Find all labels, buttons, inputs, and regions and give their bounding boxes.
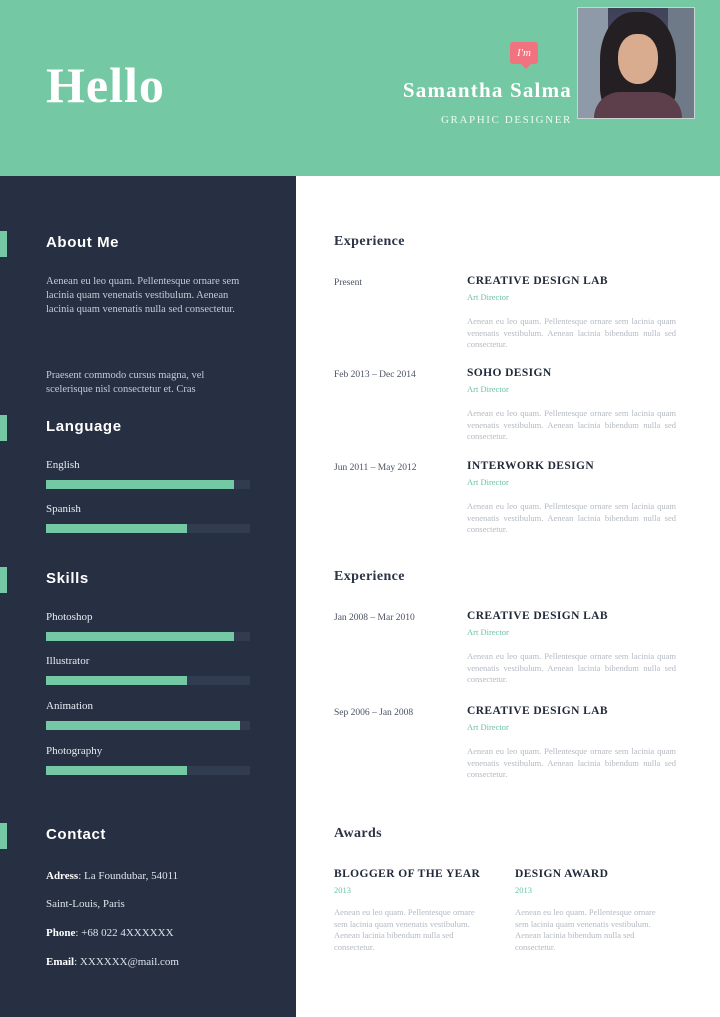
experience-company: CREATIVE DESIGN LAB (467, 705, 608, 717)
skill-bar-illustrator-fill (46, 676, 187, 685)
experience-company: CREATIVE DESIGN LAB (467, 610, 608, 622)
section-title-awards: Awards (334, 826, 383, 841)
language-bar-spanish (46, 524, 250, 533)
section-title-language: Language (46, 418, 122, 435)
language-bar-english-fill (46, 480, 234, 489)
skill-bar-photoshop (46, 632, 250, 641)
im-badge: I'm (510, 42, 538, 64)
experience-description: Aenean eu leo quam. Pellentesque ornare sem lacinia quam venenatis vestibulum. Aenean lacinia bibendum nulla sed consectetur. (467, 501, 676, 534)
language-bar-spanish-fill (46, 524, 187, 533)
accent-tab-about (0, 231, 7, 257)
contact-email-value: : XXXXXX@mail.com (74, 956, 179, 968)
identity-block (232, 78, 572, 126)
section-title-contact: Contact (46, 826, 107, 843)
skill-label-illustrator: Illustrator (46, 655, 90, 667)
experience-role: Art Director (467, 292, 509, 302)
experience-description: Aenean eu leo quam. Pellentesque ornare sem lacinia quam venenatis vestibulum. Aenean lacinia bibendum nulla sed consectetur. (467, 408, 676, 441)
page-title: Hello (46, 57, 165, 113)
experience-date: Sep 2006 – Jan 2008 (334, 708, 414, 718)
skill-bar-photoshop-fill (46, 632, 234, 641)
contact-phone-label: Phone (46, 927, 76, 939)
skill-label-photoshop: Photoshop (46, 611, 93, 623)
language-bar-english (46, 480, 250, 489)
contact-email-label: Email (46, 956, 75, 968)
experience-role: Art Director (467, 384, 509, 394)
award-description: Aenean eu leo quam. Pellentesque ornare sem lacinia quam venenatis vestibulum. Aenean lacinia bibendum nulla sed consectetur. (334, 907, 475, 952)
award-description: Aenean eu leo quam. Pellentesque ornare sem lacinia quam venenatis vestibulum. Aenean lacinia bibendum nulla sed consectetur. (515, 907, 656, 952)
accent-tab-contact (0, 823, 7, 849)
experience-role: Art Director (467, 627, 509, 637)
contact-address-value: : La Foundubar, 54011 (78, 870, 179, 882)
experience-date: Present (334, 278, 362, 288)
contact-address-label: Adress (46, 870, 79, 882)
award-name: DESIGN AWARD (515, 868, 609, 880)
contact-phone (46, 927, 266, 939)
skill-bar-photography (46, 766, 250, 775)
about-paragraph-1: Aenean eu leo quam. Pellentesque ornare sem lacinia quam venenatis vestibulum. Aenean lacinia quam venenatis nulla sed consectetur. (46, 276, 240, 315)
award-year: 2013 (334, 885, 351, 895)
experience-role: Art Director (467, 477, 509, 487)
skill-label-photography: Photography (46, 745, 103, 757)
accent-tab-language (0, 415, 7, 441)
skill-bar-animation-fill (46, 721, 240, 730)
section-title-skills: Skills (46, 570, 89, 587)
contact-address-line2: Saint-Louis, Paris (46, 898, 125, 910)
sidebar (0, 176, 296, 1017)
section-title-about: About Me (46, 234, 120, 251)
candidate-role: GRAPHIC DESIGNER (440, 114, 572, 126)
skill-label-animation: Animation (46, 700, 94, 712)
experience-company: CREATIVE DESIGN LAB (467, 275, 608, 287)
language-label-spanish: Spanish (46, 503, 81, 515)
main-content (296, 176, 720, 1017)
experience-company: INTERWORK DESIGN (467, 460, 595, 472)
about-paragraph-2: Praesent commodo cursus magna, vel scelerisque nisl consectetur et. Cras (46, 370, 205, 395)
language-label-english: English (46, 459, 80, 471)
experience-description: Aenean eu leo quam. Pellentesque ornare sem lacinia quam venenatis vestibulum. Aenean lacinia bibendum nulla sed consectetur. (467, 651, 676, 684)
skill-bar-illustrator (46, 676, 250, 685)
award-year: 2013 (515, 885, 532, 895)
contact-address (46, 870, 266, 882)
experience-role: Art Director (467, 722, 509, 732)
experience-date: Feb 2013 – Dec 2014 (334, 370, 416, 380)
accent-tab-skills (0, 567, 7, 593)
contact-phone-value: : +68 022 4XXXXXX (75, 927, 174, 939)
experience-date: Jan 2008 – Mar 2010 (334, 613, 415, 623)
contact-email[interactable] (46, 956, 266, 968)
section-title-experience-1: Experience (334, 234, 405, 249)
section-title-experience-2: Experience (334, 569, 405, 584)
experience-description: Aenean eu leo quam. Pellentesque ornare sem lacinia quam venenatis vestibulum. Aenean lacinia bibendum nulla sed consectetur. (467, 316, 676, 349)
skill-bar-animation (46, 721, 250, 730)
award-name: BLOGGER OF THE YEAR (334, 868, 481, 880)
portrait-face (618, 34, 658, 84)
experience-date: Jun 2011 – May 2012 (334, 463, 417, 473)
resume-header (0, 0, 720, 176)
avatar (577, 7, 695, 119)
candidate-name: Samantha Salma (402, 78, 572, 102)
portrait-shoulders (594, 92, 682, 118)
experience-description: Aenean eu leo quam. Pellentesque ornare sem lacinia quam venenatis vestibulum. Aenean lacinia bibendum nulla sed consectetur. (467, 746, 676, 779)
skill-bar-photography-fill (46, 766, 187, 775)
experience-company: SOHO DESIGN (467, 367, 552, 379)
